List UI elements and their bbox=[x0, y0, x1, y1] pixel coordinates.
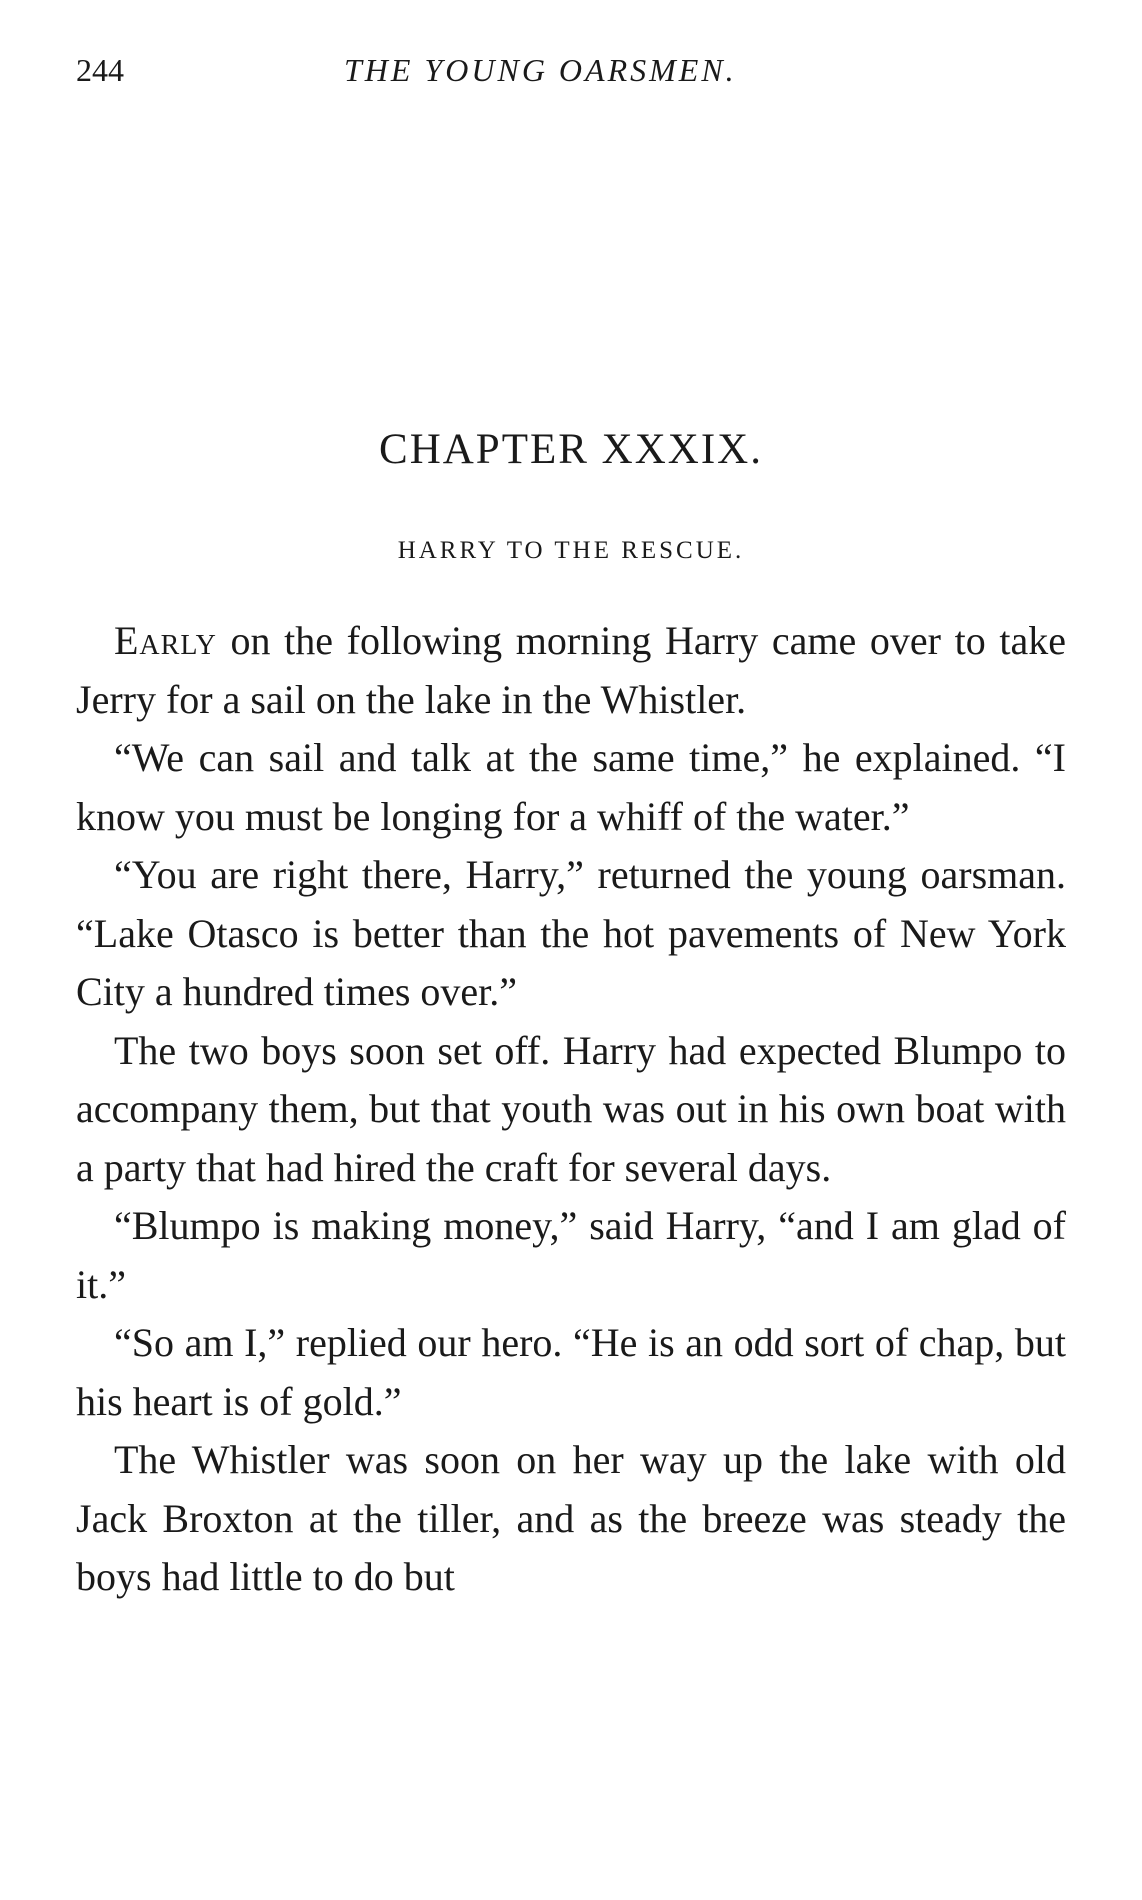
body-text bbox=[76, 612, 1066, 1607]
paragraph: “We can sail and talk at the same time,” he explained. “I know you must be longing for a whiff of the water.” bbox=[76, 735, 1066, 839]
paragraph-text: on the following morning Harry came over to take Jerry for a sail on the lake in the Whistler. bbox=[76, 618, 1066, 722]
paragraph: The Whistler was soon on her way up the lake with old Jack Broxton at the tiller, and as the breeze was steady the boys had little to do but bbox=[76, 1437, 1066, 1599]
running-head bbox=[76, 52, 1076, 100]
paragraph: “So am I,” replied our hero. “He is an odd sort of chap, but his heart is of gold.” bbox=[76, 1320, 1066, 1424]
chapter-subtitle: HARRY TO THE RESCUE. bbox=[397, 537, 745, 564]
paragraph: The two boys soon set off. Harry had expected Blumpo to accompany them, but that youth was out in his own boat with a party that had hired the craft for several days. bbox=[76, 1027, 1066, 1190]
paragraph bbox=[76, 612, 1066, 729]
paragraph: “You are right there, Harry,” returned the young oarsman. “Lake Otasco is better than the hot pavements of New York City a hundred times over.” bbox=[76, 852, 1066, 1014]
paragraph-lead-word: Early bbox=[114, 618, 217, 663]
running-title: THE YOUNG OARSMEN. bbox=[344, 52, 737, 88]
paragraph: “Blumpo is making money,” said Harry, “and I am glad of it.” bbox=[76, 1203, 1066, 1307]
chapter-heading: CHAPTER XXXIX. bbox=[379, 426, 763, 473]
page-number: 244 bbox=[76, 52, 124, 88]
